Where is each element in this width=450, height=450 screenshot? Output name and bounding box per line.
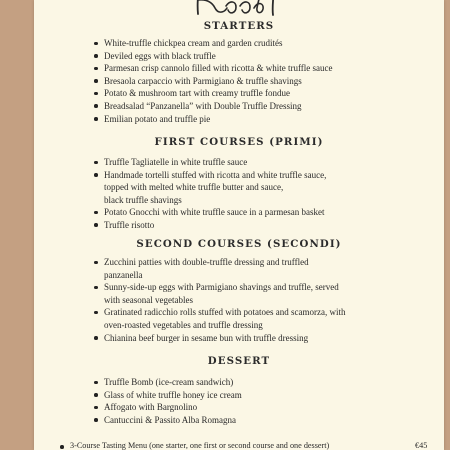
list-item: Potato Gnocchi with white truffle sauce in a parmesan basket — [104, 206, 404, 219]
list-item: Potato & mushroom tart with creamy truffle fondue — [104, 87, 404, 100]
starters-list — [104, 37, 404, 125]
list-item: Sunny-side-up eggs with Parmigiano shavings and truffle, served with seasonal vegetables — [104, 281, 404, 306]
menu-paper — [34, 0, 444, 450]
first-courses-list — [104, 156, 404, 232]
starters-heading: STARTERS — [203, 20, 275, 32]
list-item: Truffle Bomb (ice-cream sandwich) — [104, 376, 404, 389]
list-item: Breadsalad “Panzanella” with Double Truffle Dressing — [104, 100, 404, 113]
second-courses-heading: SECOND COURSES (SECONDI) — [136, 238, 342, 250]
tasting-menu-text: 3-Course Tasting Menu (one starter, one first or second course and one dessert) — [70, 441, 330, 450]
list-item: Bresaola carpaccio with Parmigiano & truffle shavings — [104, 75, 404, 88]
list-item: Handmade tortelli stuffed with ricotta and white truffle sauce, topped with melted white truffle butter and sauce, black truffle shavings — [104, 169, 404, 207]
list-item: Deviled eggs with black truffle — [104, 50, 404, 63]
list-item: Emilian potato and truffle pie — [104, 113, 404, 126]
list-item: White-truffle chickpea cream and garden crudités — [104, 37, 404, 50]
list-item: Chianina beef burger in sesame bun with truffle dressing — [104, 332, 404, 345]
list-item: Parmesan crisp cannolo filled with ricotta & white truffle sauce — [104, 62, 404, 75]
dessert-list — [104, 376, 404, 426]
second-courses-list — [104, 256, 404, 344]
list-item: Gratinated radicchio rolls stuffed with potatoes and scamorza, with oven-roasted vegetables and truffle dressing — [104, 306, 404, 331]
menu-script-title — [160, 0, 320, 18]
bullet-icon — [60, 445, 64, 449]
list-item: Truffle risotto — [104, 219, 404, 232]
list-item: Cantuccini & Passito Alba Romagna — [104, 414, 404, 427]
list-item: Glass of white truffle honey ice cream — [104, 389, 404, 402]
tasting-menu-price: €45 — [415, 441, 428, 450]
list-item: Truffle Tagliatelle in white truffle sauce — [104, 156, 404, 169]
dessert-heading: DESSERT — [207, 355, 271, 367]
first-courses-heading: FIRST COURSES (PRIMI) — [154, 136, 324, 148]
list-item: Affogato with Bargnolino — [104, 401, 404, 414]
list-item: Zucchini patties with double-truffle dressing and truffled panzanella — [104, 256, 404, 281]
